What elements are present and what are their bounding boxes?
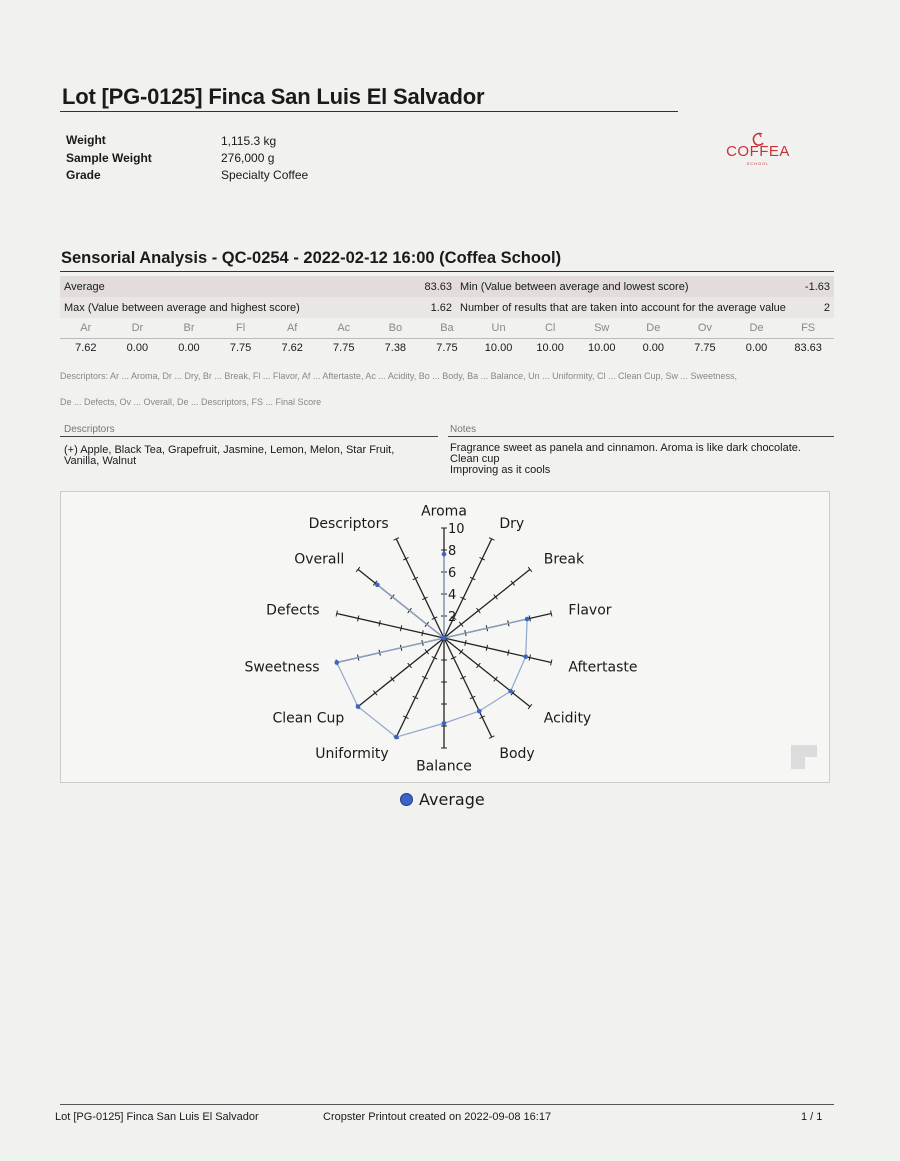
score-header: Ar	[80, 322, 92, 334]
score-header: Ac	[337, 322, 351, 334]
descriptors-divider	[60, 436, 438, 437]
score-header: Fl	[235, 322, 246, 334]
radar-series-outline	[337, 554, 527, 737]
radar-scale-label: 4	[448, 588, 457, 603]
count-label: Number of results that are taken into account for the average value	[456, 297, 800, 318]
radar-data-point	[525, 617, 530, 622]
radar-axis-label: Clean Cup	[272, 710, 345, 727]
score-value: 7.75	[694, 342, 716, 354]
average-value: 83.63	[420, 276, 456, 297]
max-label: Max (Value between average and highest score)	[60, 297, 420, 318]
count-value: 2	[800, 297, 834, 318]
min-value: -1.63	[800, 276, 834, 297]
watermark-icon	[791, 745, 805, 769]
score-value: 83.63	[794, 342, 822, 354]
notes-text	[450, 443, 835, 476]
radar-tick	[400, 625, 401, 631]
radar-data-point	[442, 552, 447, 557]
radar-tick	[336, 611, 337, 617]
note-line: Fragrance sweet as panela and cinnamon. Aroma is like dark chocolate.	[450, 442, 801, 454]
radar-axis-label: Uniformity	[315, 745, 389, 762]
radar-tick	[486, 645, 487, 651]
lot-title: Lot [PG-0125] Finca San Luis El Salvador	[62, 84, 485, 109]
logo-subtext: SCHOOL	[746, 161, 770, 166]
score-header: Dr	[131, 322, 144, 334]
sample-weight-value: 276,000 g	[221, 151, 275, 165]
radar-axis-label: Sweetness	[244, 659, 320, 676]
radar-axis-label: Acidity	[543, 710, 592, 727]
radar-axis-label: Balance	[416, 758, 472, 775]
score-value: 10.00	[484, 342, 513, 354]
watermark-icon	[805, 745, 817, 757]
legend-marker	[400, 793, 413, 806]
weight-label: Weight	[66, 133, 106, 147]
radar-scale-label: 6	[448, 566, 457, 581]
score-header: De	[646, 322, 661, 334]
stats-row-max	[60, 297, 834, 318]
score-value: 0.00	[126, 342, 149, 354]
sensorial-divider	[60, 271, 834, 272]
score-value: 7.75	[333, 342, 355, 354]
coffea-logo	[718, 131, 798, 171]
footer-printout-info: Cropster Printout created on 2022-09-08 16:17	[323, 1111, 552, 1123]
radar-axis-label: Aftertaste	[568, 659, 638, 676]
radar-axis-uniformity	[396, 638, 444, 737]
radar-tick	[465, 640, 466, 646]
score-value: 0.00	[642, 342, 665, 354]
radar-data-point	[508, 689, 513, 694]
score-header: Br	[183, 322, 195, 334]
legend-label: Average	[419, 790, 485, 809]
radar-tick	[422, 630, 423, 636]
grade-label: Grade	[66, 168, 101, 182]
footer-page-number: 1 / 1	[801, 1111, 823, 1123]
average-label: Average	[60, 276, 420, 297]
grade-value: Specialty Coffee	[221, 168, 309, 182]
radar-scale-label: 8	[448, 544, 457, 559]
notes-heading: Notes	[450, 424, 477, 435]
radar-axis-label: Aroma	[421, 503, 467, 520]
radar-data-point	[523, 654, 528, 659]
radar-scale-label: 10	[448, 522, 465, 537]
score-value: 0.00	[745, 342, 768, 354]
radar-axis-label: Overall	[294, 551, 345, 568]
stats-row-average	[60, 276, 834, 297]
radar-data-point	[375, 583, 380, 588]
score-header: De	[749, 322, 764, 334]
note-line: Clean cup	[450, 453, 500, 465]
radar-axis-label: Descriptors	[308, 516, 389, 533]
score-header: Af	[286, 322, 298, 334]
radar-data-point	[477, 709, 482, 714]
radar-tick	[508, 650, 509, 656]
score-header: Sw	[594, 322, 610, 334]
radar-axis-label: Dry	[499, 516, 525, 533]
footer-divider	[60, 1104, 834, 1105]
score-value: 7.62	[281, 342, 303, 354]
radar-axis-descriptors	[396, 539, 444, 638]
descriptors-text: (+) Apple, Black Tea, Grapefruit, Jasmine, Lemon, Melon, Star Fruit, Vanilla, Walnut	[64, 444, 395, 467]
radar-chart-panel	[60, 491, 830, 783]
footer-lot: Lot [PG-0125] Finca San Luis El Salvador	[55, 1111, 259, 1123]
radar-axis-label: Defects	[266, 602, 320, 619]
descriptors-heading: Descriptors	[64, 424, 115, 435]
score-value: 7.75	[229, 342, 252, 354]
score-header: Cl	[544, 322, 556, 334]
radar-data-point	[442, 721, 447, 726]
radar-data-point	[334, 660, 339, 665]
stats-table	[60, 276, 834, 318]
note-line: Improving as it cools	[450, 464, 551, 476]
radar-scale-label: 2	[448, 610, 457, 625]
score-header: Bo	[388, 322, 403, 334]
min-label: Min (Value between average and lowest score)	[456, 276, 800, 297]
radar-axis-label: Break	[543, 551, 585, 568]
chart-legend	[400, 790, 485, 809]
radar-tick	[358, 615, 359, 621]
score-value: 7.38	[384, 342, 407, 354]
logo-text: COFFEA	[726, 143, 790, 160]
title-divider	[60, 111, 678, 112]
notes-divider	[448, 436, 834, 437]
score-value: 10.00	[587, 342, 616, 354]
score-header: Ba	[440, 322, 454, 334]
score-value: 7.75	[436, 342, 458, 354]
radar-axis-body	[444, 638, 492, 737]
radar-tick	[551, 660, 552, 666]
radar-axis-label: Flavor	[568, 602, 612, 619]
radar-data-point	[394, 735, 399, 740]
radar-tick	[551, 611, 552, 617]
radar-axis-label: Body	[499, 745, 535, 762]
score-value-row	[60, 342, 834, 354]
radar-data-point	[356, 704, 361, 709]
score-header: FS	[801, 322, 816, 334]
score-header: Un	[491, 322, 506, 334]
abbreviation-legend-line-2: De ... Defects, Ov ... Overall, De ... Descriptors, FS ... Final Score	[60, 397, 322, 407]
score-value: 10.00	[536, 342, 564, 354]
score-value: 0.00	[178, 342, 200, 354]
abbreviation-legend-line-1: Descriptors: Ar ... Aroma, Dr ... Dry, Br ... Break, Fl ... Flavor, Af ... Aftertaste, Ac ... Acidity, Bo ... Body, Ba ... Balance, Un ... Uniformity, Cl ... Clean Cup, Sw ... Sweetness,	[60, 371, 738, 381]
weight-value: 1,115.3 kg	[221, 134, 277, 148]
coffea-logo-icon	[748, 130, 768, 150]
sample-weight-label: Sample Weight	[66, 151, 152, 165]
radar-tick	[529, 655, 530, 661]
score-header: Ov	[697, 322, 712, 334]
sensorial-analysis-title: Sensorial Analysis - QC-0254 - 2022-02-12 16:00 (Coffea School)	[61, 249, 562, 267]
score-divider	[60, 338, 834, 339]
radar-chart	[61, 492, 829, 782]
radar-data-point	[442, 636, 447, 641]
score-value: 7.62	[75, 342, 97, 354]
score-header-row	[60, 322, 834, 334]
radar-tick	[379, 620, 380, 626]
max-value: 1.62	[420, 297, 456, 318]
